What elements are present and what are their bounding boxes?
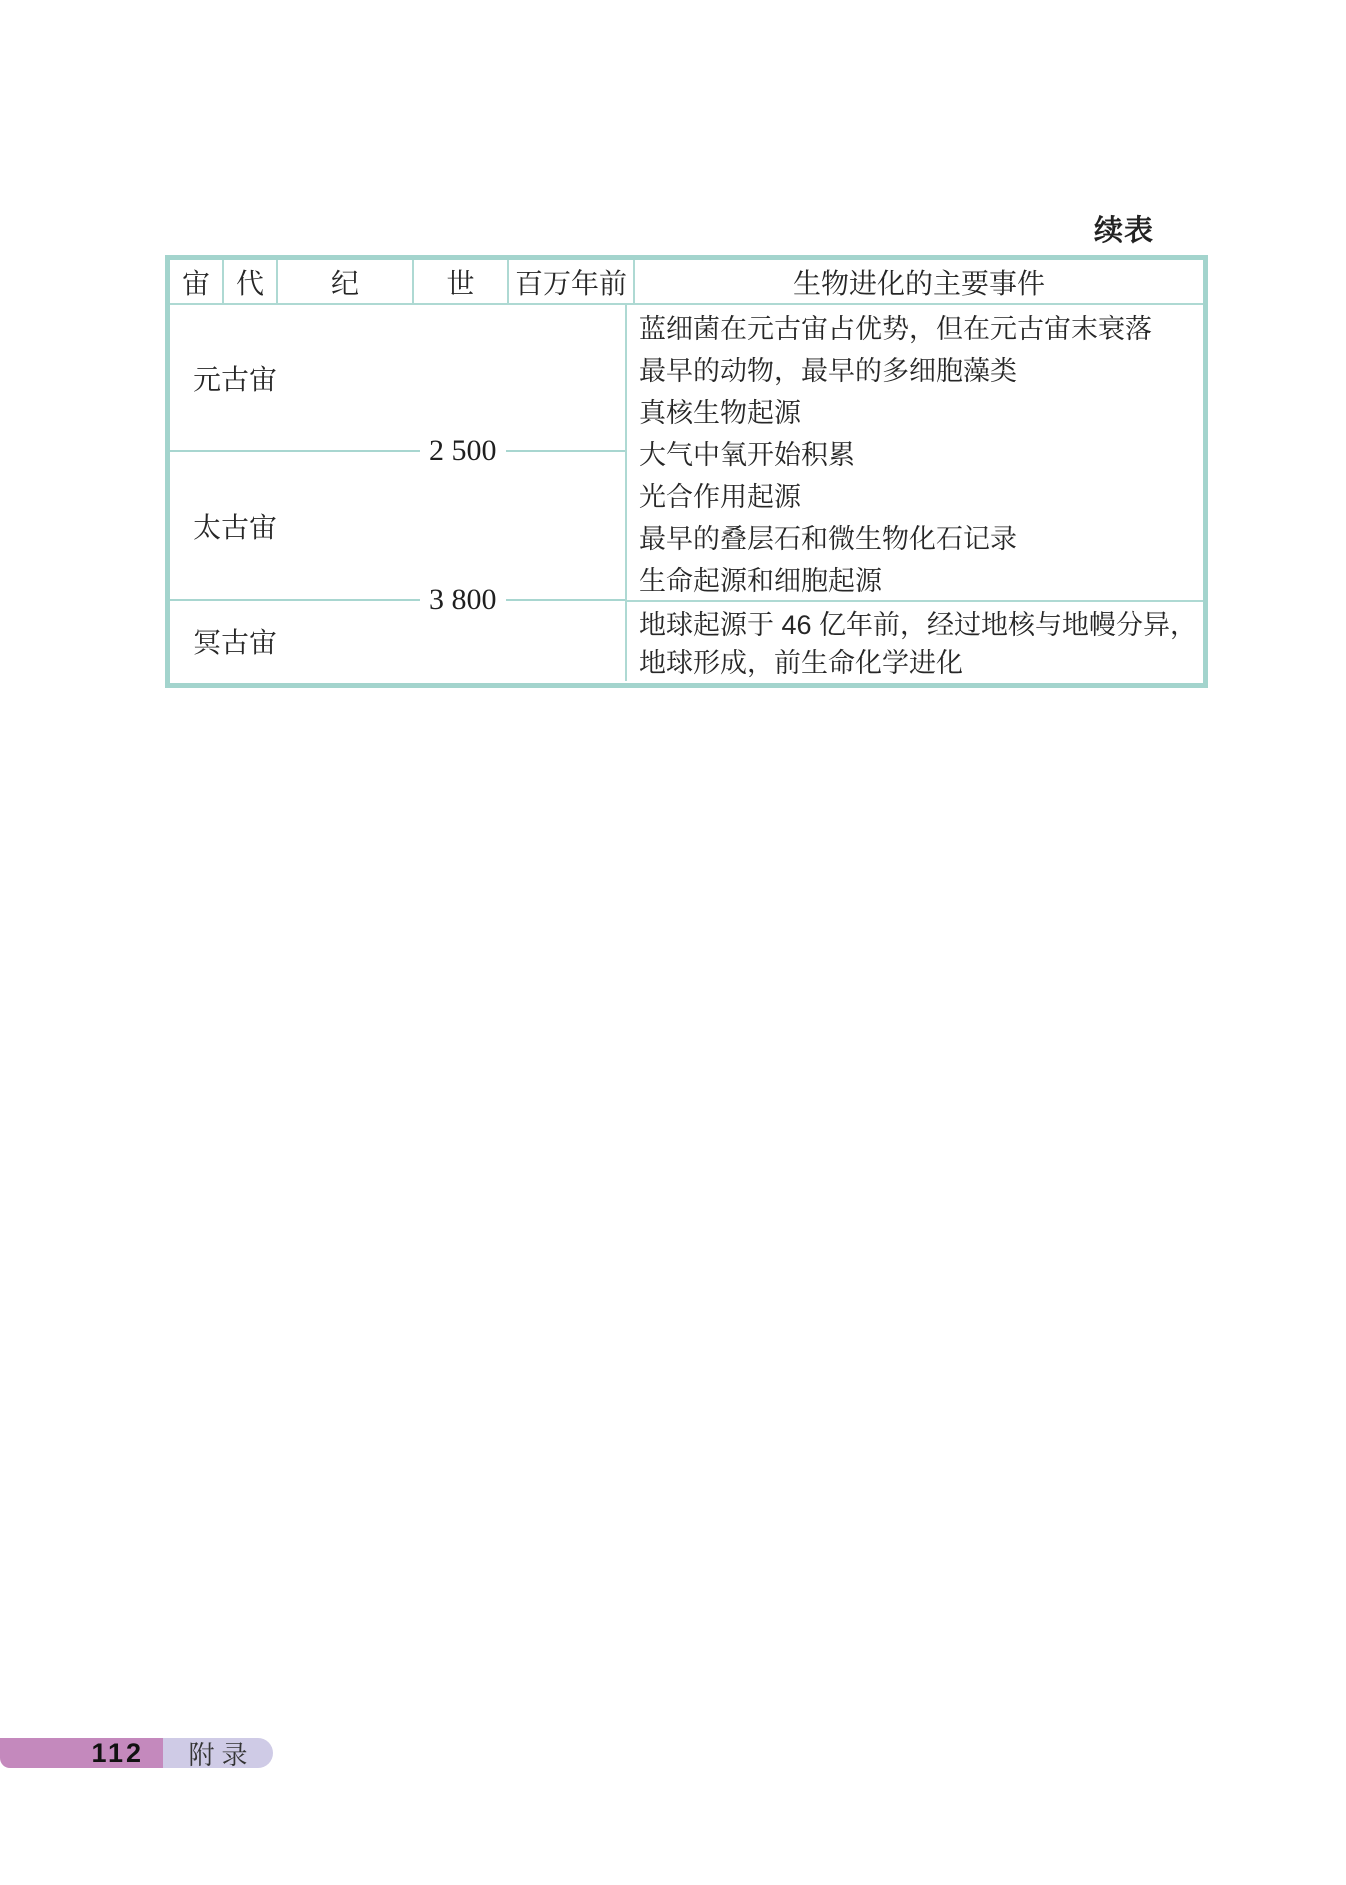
continued-table-label: 续表 — [1094, 215, 1155, 247]
eon-hadean: 冥古宙 — [193, 626, 278, 658]
event-line: 大气中氧开始积累 — [638, 440, 855, 470]
section-label: 附录 — [188, 1740, 255, 1770]
header-mya: 百万年前 — [509, 260, 635, 303]
table-body — [170, 305, 1203, 681]
event-line: 生命起源和细胞起源 — [638, 566, 882, 596]
table-header-row — [170, 260, 1203, 305]
boundary-3800-label: 3 800 — [429, 583, 497, 616]
event-line: 最早的动物，最早的多细胞藻类 — [638, 356, 1017, 386]
event-line: 光合作用起源 — [638, 482, 801, 512]
event-line: 最早的叠层石和微生物化石记录 — [638, 524, 1017, 554]
boundary-3800-mya — [170, 583, 625, 617]
events-hadean-cell — [627, 600, 1203, 679]
boundary-2500-mya — [170, 434, 625, 468]
boundary-line — [506, 450, 625, 452]
eon-proterozoic: 元古宙 — [193, 364, 278, 395]
events-column — [627, 305, 1203, 681]
boundary-line — [170, 599, 420, 601]
boundary-line — [170, 450, 420, 452]
header-events: 生物进化的主要事件 — [792, 267, 1045, 299]
event-line: 地球起源于 46 亿年前，经过地核与地幔分异， — [638, 610, 1197, 640]
header-era: 代 — [224, 260, 278, 303]
page-footer — [0, 1738, 273, 1768]
boundary-line — [506, 599, 625, 601]
events-proterozoic-archean-cell — [627, 305, 1203, 600]
event-line: 真核生物起源 — [638, 398, 801, 428]
eon-archean: 太古宙 — [193, 511, 278, 543]
event-line: 蓝细菌在元古宙占优势，但在元古宙末衰落 — [638, 314, 1152, 344]
page-number: 112 — [91, 1737, 144, 1768]
header-period: 纪 — [278, 260, 414, 303]
header-epoch: 世 — [414, 260, 509, 303]
page-number-badge — [0, 1738, 163, 1768]
geologic-time-table — [165, 255, 1208, 688]
event-line: 地球形成，前生命化学进化 — [638, 648, 963, 678]
header-eon: 宙 — [170, 260, 224, 303]
eon-column — [170, 305, 627, 681]
boundary-2500-label: 2 500 — [429, 434, 497, 467]
section-badge — [163, 1738, 273, 1768]
